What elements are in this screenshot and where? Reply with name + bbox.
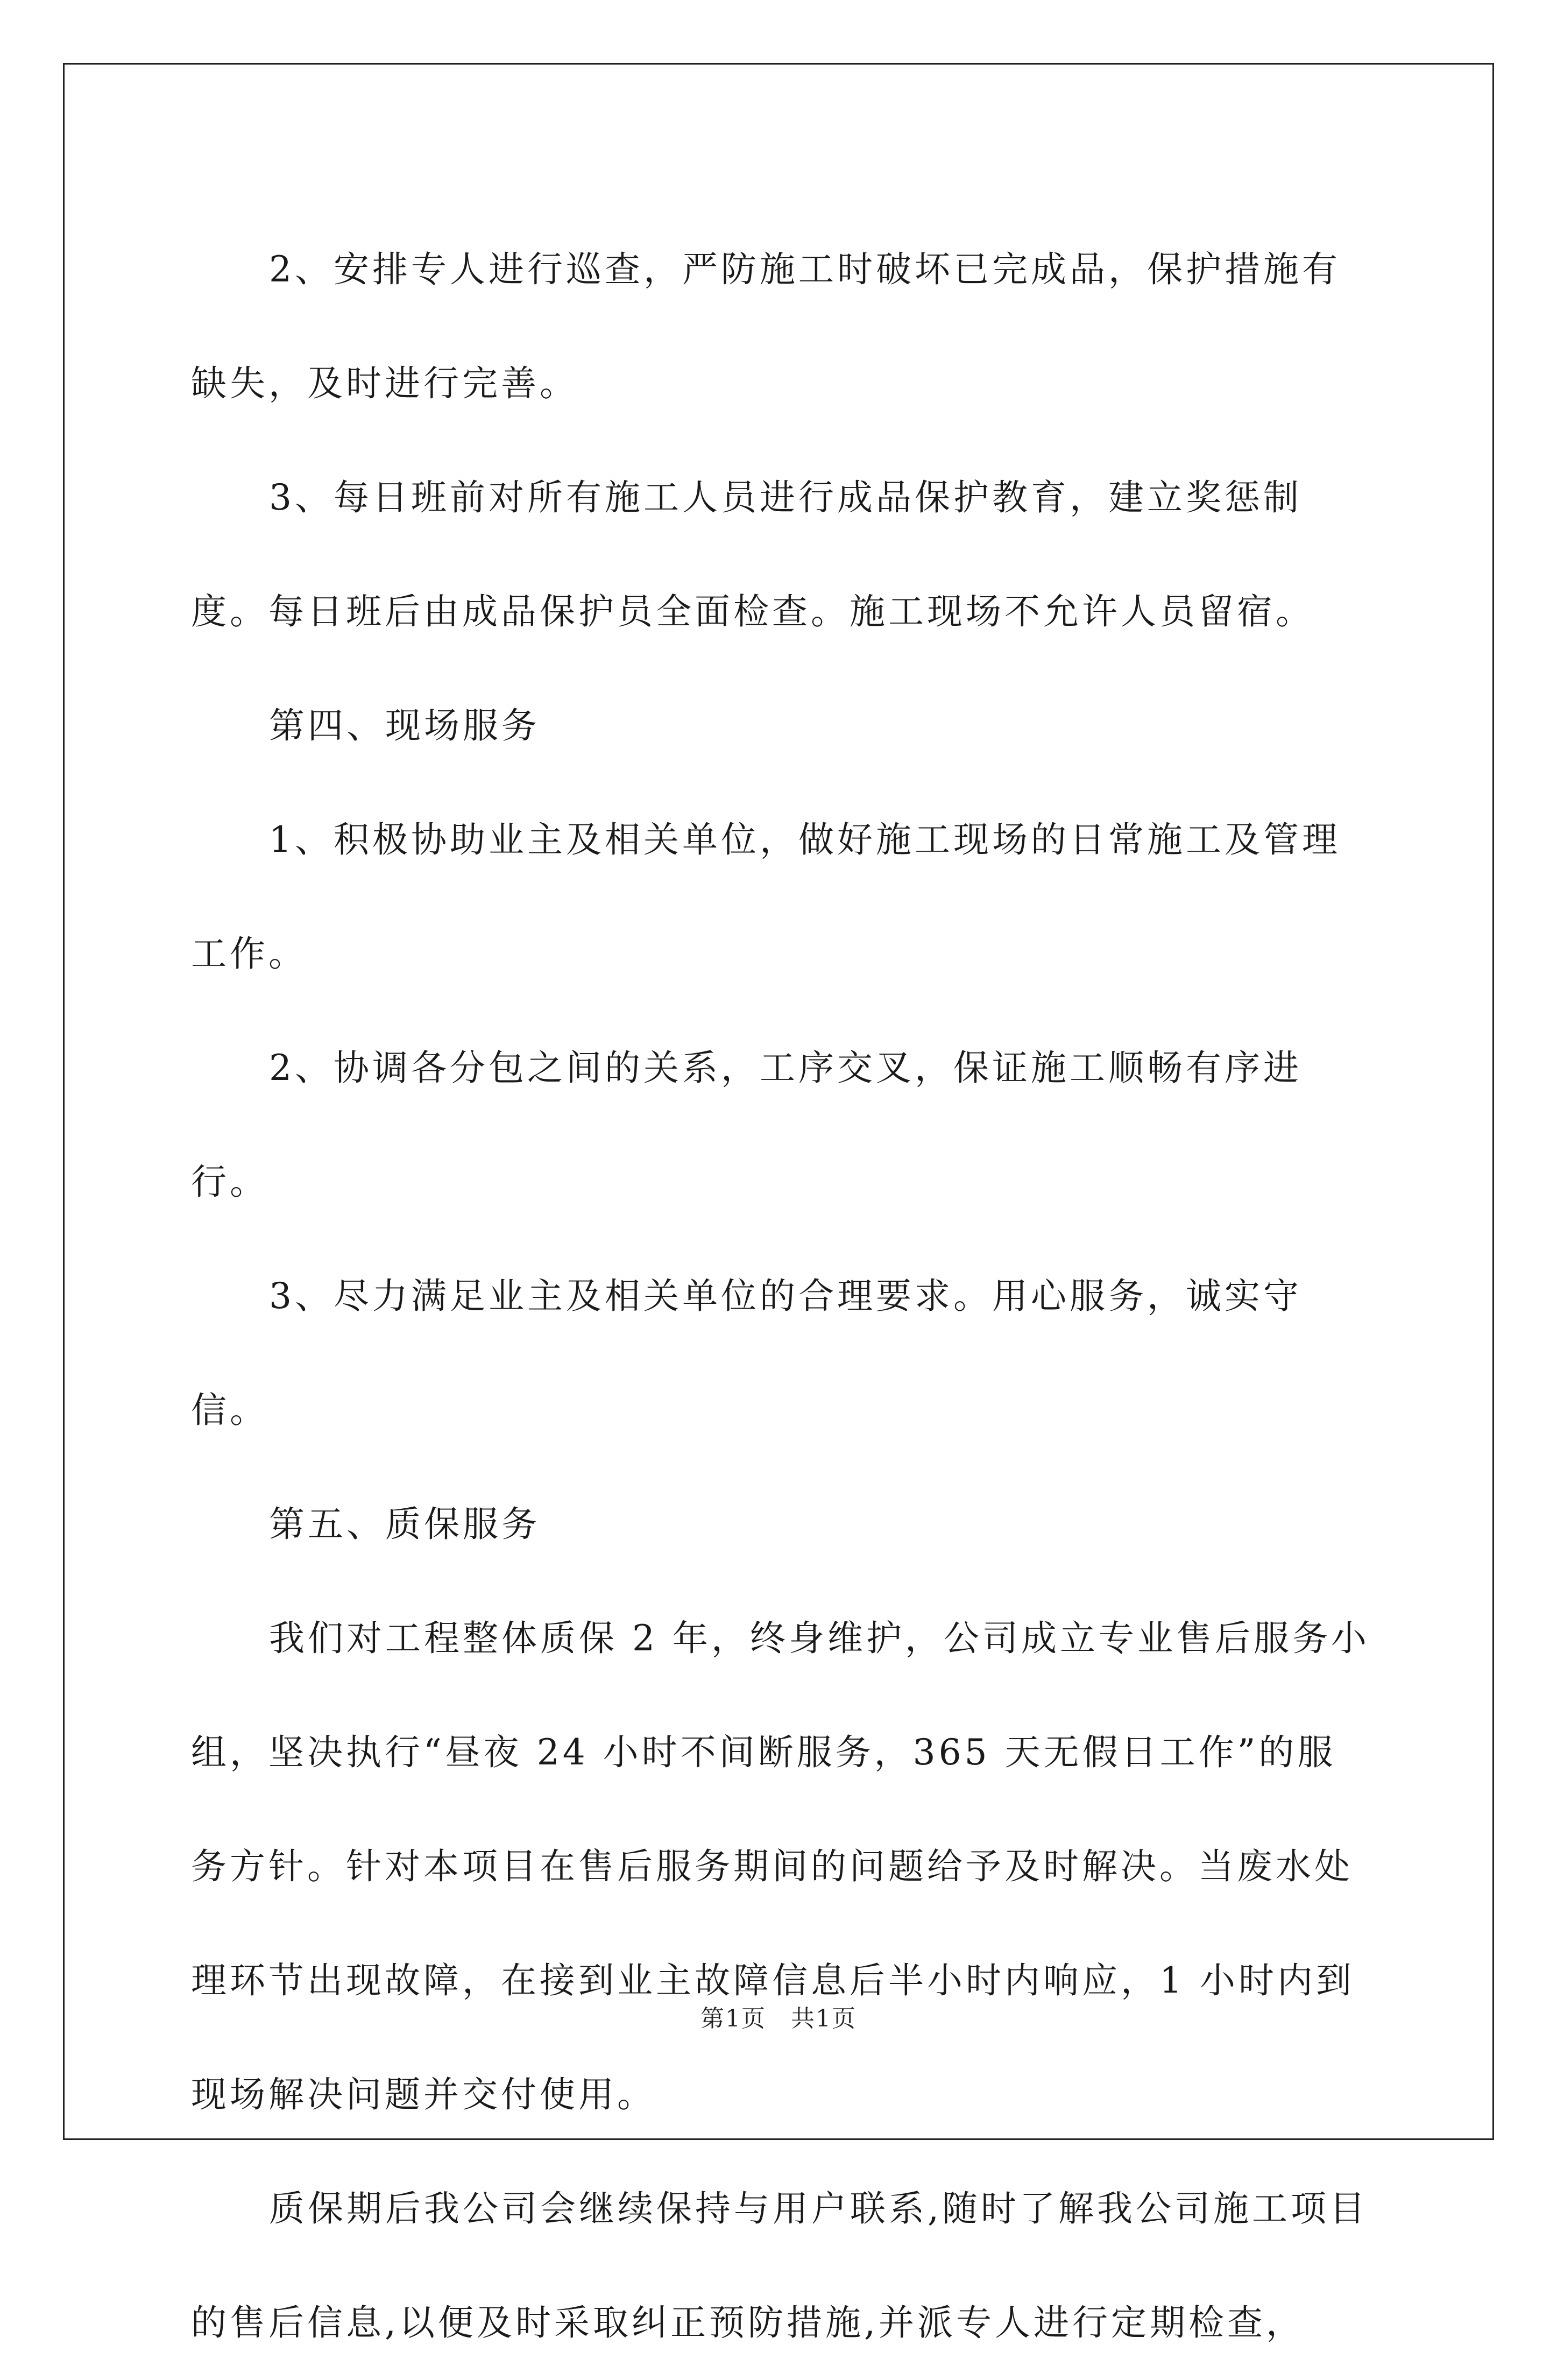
paragraph-2: 3、每日班前对所有施工人员进行成品保护教育，建立奖惩制度。每日班后由成品保护员全面检查。施工现场不允许人员留宿。: [191, 477, 1314, 632]
paragraph-9: 质保期后我公司会继续保持与用户联系,随时了解我公司施工项目的售后信息,以便及时采取纠正预防措施,并派专人进行定期检查，: [191, 2188, 1368, 2343]
section-heading-4: 第四、现场服务: [269, 705, 540, 746]
page-footer: 第1页 共1页: [700, 2005, 857, 2032]
document-body: [191, 213, 1375, 2380]
paragraph-1: 2、安排专人进行巡查，严防施工时破坏已完成品，保护措施有缺失，及时进行完善。: [191, 249, 1341, 404]
section-heading-5: 第五、质保服务: [269, 1503, 540, 1545]
paragraph-4: 1、积极协助业主及相关单位，做好施工现场的日常施工及管理工作。: [191, 819, 1341, 974]
paragraph-5: 2、协调各分包之间的关系，工序交叉，保证施工顺畅有序进行。: [191, 1047, 1302, 1203]
paragraph-8: 我们对工程整体质保 2 年，终身维护，公司成立专业售后服务小组，坚决执行“昼夜 24 小时不间断服务，365 天无假日工作”的服务方针。针对本项目在售后服务期间的问题给予及时解决。当废水处理环节出现故障，在接到业主故障信息后半小时内响应，1 小时内到现场解决问题并交付使用。: [191, 1618, 1370, 2115]
paragraph-6: 3、尽力满足业主及相关单位的合理要求。用心服务，诚实守信。: [191, 1275, 1302, 1431]
